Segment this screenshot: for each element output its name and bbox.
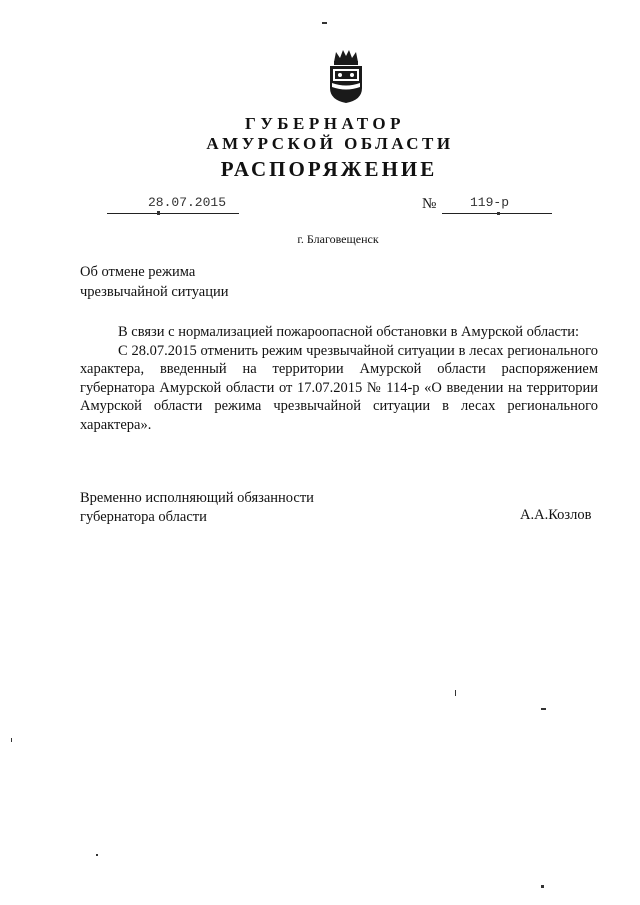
issuer-title-line1: ГУБЕРНАТОР xyxy=(245,114,405,133)
coat-of-arms-icon xyxy=(326,48,366,104)
number-sign: № xyxy=(422,196,437,212)
signer-position-line1: Временно исполняющий обязанности xyxy=(80,490,314,506)
scan-speck xyxy=(455,690,456,696)
scan-speck xyxy=(96,854,98,856)
subject-line1: Об отмене режима xyxy=(80,264,196,280)
scan-speck xyxy=(541,708,546,710)
city: г. Благовещенск xyxy=(297,232,379,246)
scan-speck xyxy=(157,211,160,215)
body-paragraph-2: С 28.07.2015 отменить режим чрезвычайной ситуации в лесах регионального характера, введенный на территории Амурской области распоряжением губернатора Амурской области от 17.07.2015 № 114-р «О введении на территории Амурской области режима чрезвычайной ситуации в лесах регионального характера». xyxy=(80,342,598,433)
signer-position xyxy=(80,489,314,526)
scan-speck xyxy=(322,22,327,24)
signer-name: А.А.Козлов xyxy=(520,507,592,523)
signer-position-line2: губернатора области xyxy=(80,508,207,525)
document-body xyxy=(80,323,598,434)
subject xyxy=(80,262,228,302)
scan-speck xyxy=(541,885,544,888)
document-date: 28.07.2015 xyxy=(148,195,227,210)
document-number: 119-р xyxy=(470,195,510,210)
body-paragraph-1: В связи с нормализацией пожароопасной обстановки в Амурской области: xyxy=(118,324,580,340)
issuer-title-line2: АМУРСКОЙ ОБЛАСТИ xyxy=(206,134,454,153)
scan-speck xyxy=(11,738,12,742)
document-type: РАСПОРЯЖЕНИЕ xyxy=(220,157,438,181)
subject-line2: чрезвычайной ситуации xyxy=(80,284,229,300)
scan-speck xyxy=(497,212,500,215)
